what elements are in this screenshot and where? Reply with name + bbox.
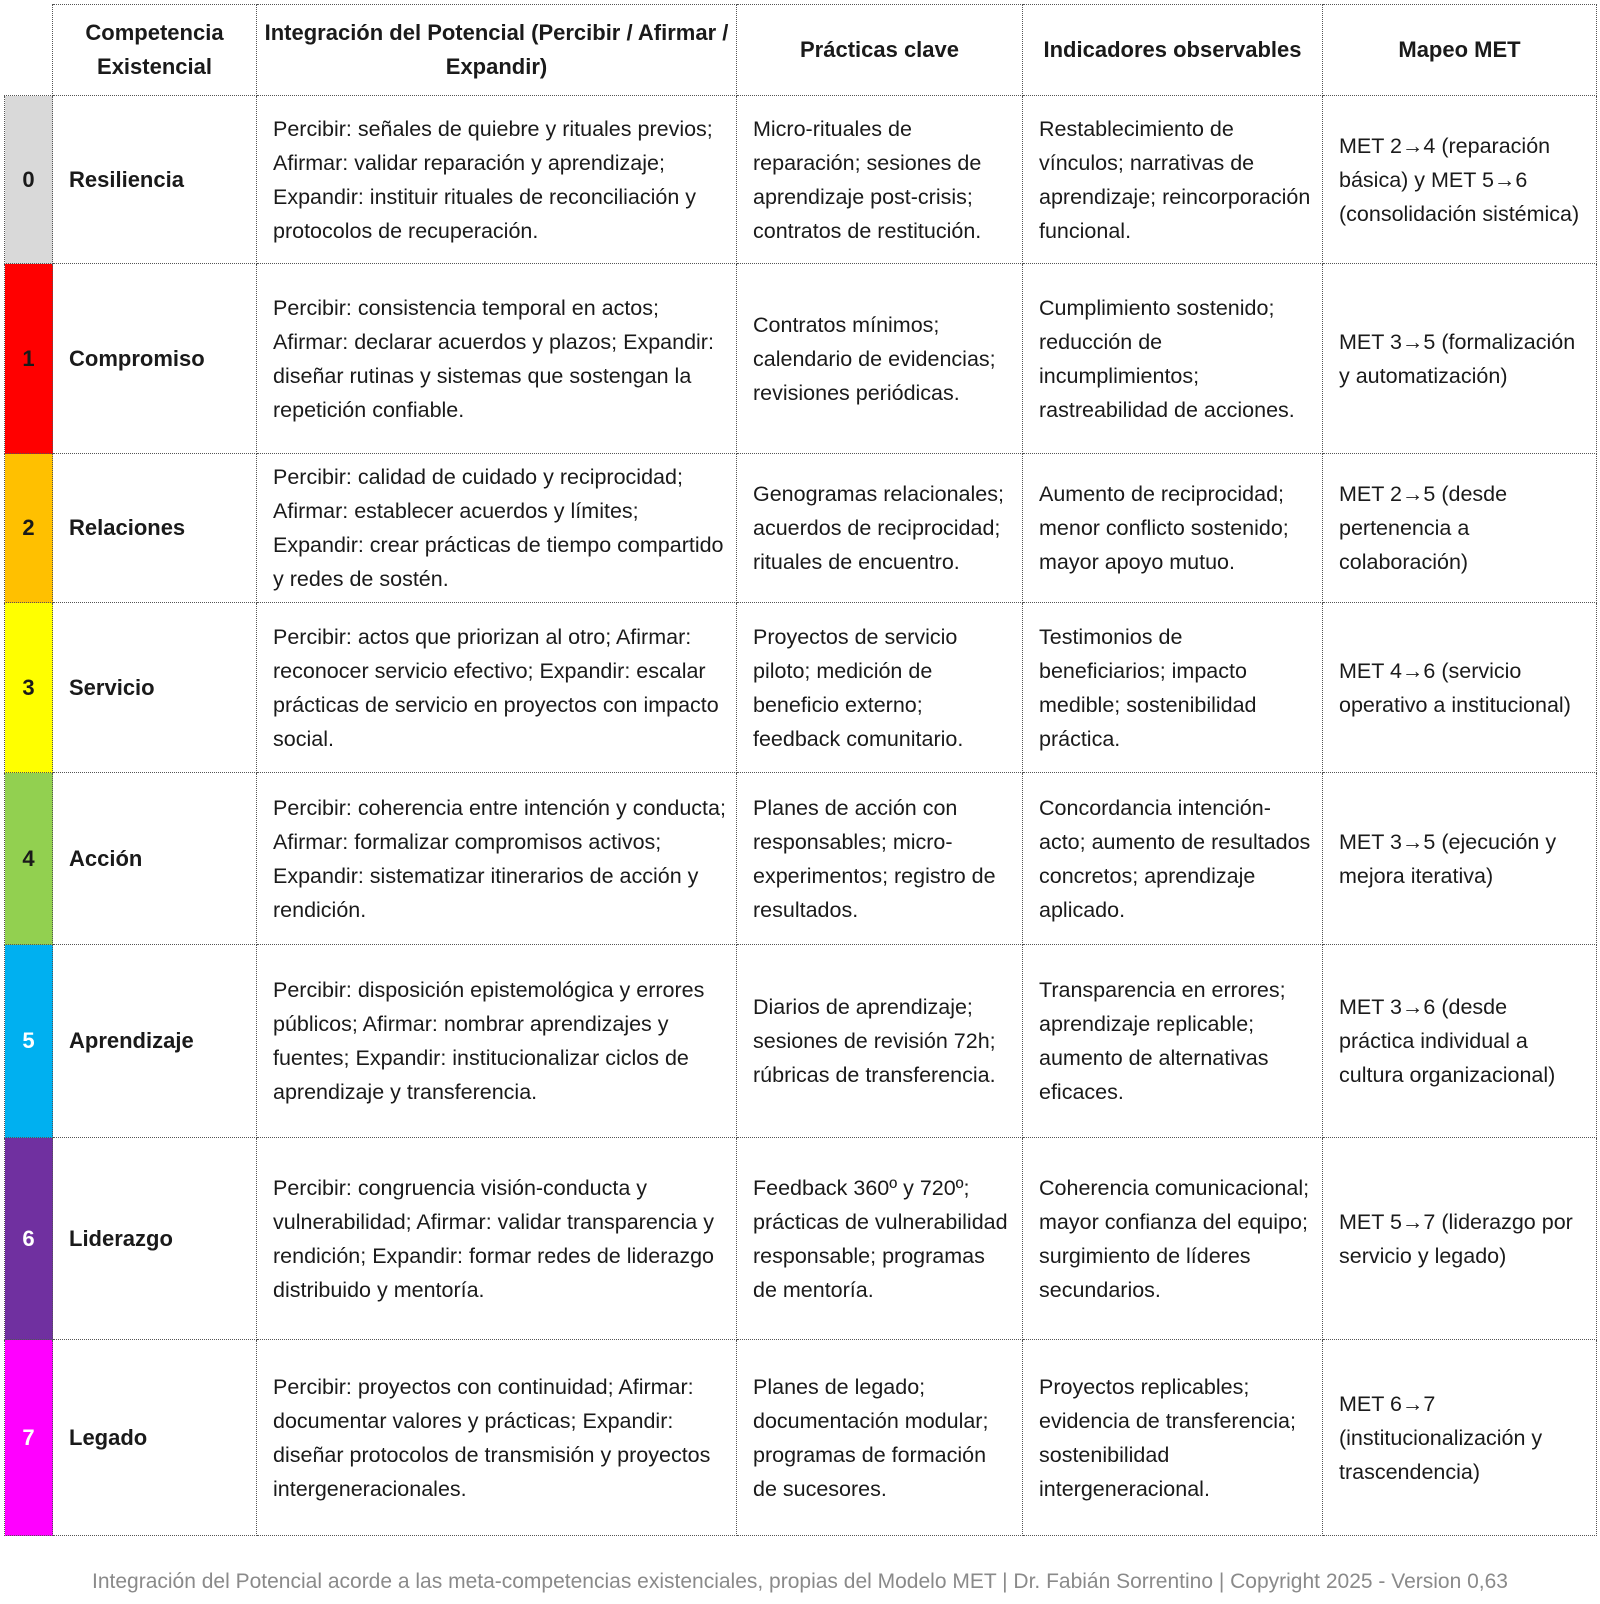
mapeo-cell: MET 4→6 (servicio operativo a institucional): [1323, 603, 1597, 773]
practicas-cell: Proyectos de servicio piloto; medición de beneficio externo; feedback comunitario.: [737, 603, 1023, 773]
indicadores-cell: Transparencia en errores; aprendizaje replicable; aumento de alternativas eficaces.: [1023, 945, 1323, 1138]
num-cell: 5: [5, 945, 53, 1138]
header-mapeo: Mapeo MET: [1323, 5, 1597, 96]
mapeo-cell: MET 6→7 (institucionalización y trascendencia): [1323, 1340, 1597, 1536]
integracion-cell: Percibir: coherencia entre intención y conducta; Afirmar: formalizar compromisos activos; Expandir: sistematizar itinerarios de acción y rendición.: [257, 773, 737, 945]
integracion-cell: Percibir: proyectos con continuidad; Afirmar: documentar valores y prácticas; Expandir: diseñar protocolos de transmisión y proyectos intergeneracionales.: [257, 1340, 737, 1536]
competencia-cell: Relaciones: [53, 454, 257, 603]
num-cell: 2: [5, 454, 53, 603]
competencia-cell: Servicio: [53, 603, 257, 773]
practicas-cell: Planes de acción con responsables; micro-experimentos; registro de resultados.: [737, 773, 1023, 945]
header-indicadores: Indicadores observables: [1023, 5, 1323, 96]
indicadores-cell: Proyectos replicables; evidencia de transferencia; sostenibilidad intergeneracional.: [1023, 1340, 1323, 1536]
table-row: [5, 1340, 1597, 1536]
integracion-cell: Percibir: congruencia visión-conducta y vulnerabilidad; Afirmar: validar transparencia y rendición; Expandir: formar redes de liderazgo distribuido y mentoría.: [257, 1138, 737, 1340]
table-row: [5, 1138, 1597, 1340]
header-competencia: Competencia Existencial: [53, 5, 257, 96]
competencia-cell: Legado: [53, 1340, 257, 1536]
competencia-cell: Liderazgo: [53, 1138, 257, 1340]
indicadores-cell: Cumplimiento sostenido; reducción de incumplimientos; rastreabilidad de acciones.: [1023, 264, 1323, 454]
practicas-cell: Contratos mínimos; calendario de evidencias; revisiones periódicas.: [737, 264, 1023, 454]
practicas-cell: Planes de legado; documentación modular; programas de formación de sucesores.: [737, 1340, 1023, 1536]
indicadores-cell: Aumento de reciprocidad; menor conflicto sostenido; mayor apoyo mutuo.: [1023, 454, 1323, 603]
table-row: [5, 773, 1597, 945]
header-integracion: Integración del Potencial (Percibir / Afirmar / Expandir): [257, 5, 737, 96]
indicadores-cell: Restablecimiento de vínculos; narrativas de aprendizaje; reincorporación funcional.: [1023, 96, 1323, 264]
practicas-cell: Diarios de aprendizaje; sesiones de revisión 72h; rúbricas de transferencia.: [737, 945, 1023, 1138]
num-cell: 3: [5, 603, 53, 773]
competencias-table: [4, 4, 1597, 1536]
num-cell: 1: [5, 264, 53, 454]
competencia-cell: Aprendizaje: [53, 945, 257, 1138]
table-row: [5, 96, 1597, 264]
indicadores-cell: Concordancia intención-acto; aumento de resultados concretos; aprendizaje aplicado.: [1023, 773, 1323, 945]
indicadores-cell: Coherencia comunicacional; mayor confianza del equipo; surgimiento de líderes secundarios.: [1023, 1138, 1323, 1340]
integracion-cell: Percibir: disposición epistemológica y errores públicos; Afirmar: nombrar aprendizajes y fuentes; Expandir: institucionalizar ciclos de aprendizaje y transferencia.: [257, 945, 737, 1138]
num-cell: 6: [5, 1138, 53, 1340]
table-row: [5, 454, 1597, 603]
footer-caption: Integración del Potencial acorde a las meta-competencias existenciales, propias del Modelo MET | Dr. Fabián Sorrentino | Copyright 2025 - Version 0,63: [92, 1570, 1508, 1593]
indicadores-cell: Testimonios de beneficiarios; impacto medible; sostenibilidad práctica.: [1023, 603, 1323, 773]
num-cell: 0: [5, 96, 53, 264]
table-row: [5, 264, 1597, 454]
num-cell: 7: [5, 1340, 53, 1536]
integracion-cell: Percibir: calidad de cuidado y reciprocidad; Afirmar: establecer acuerdos y límites; Expandir: crear prácticas de tiempo compartido y redes de sostén.: [257, 454, 737, 603]
mapeo-cell: MET 3→5 (ejecución y mejora iterativa): [1323, 773, 1597, 945]
practicas-cell: Micro-rituales de reparación; sesiones de aprendizaje post-crisis; contratos de restitución.: [737, 96, 1023, 264]
practicas-cell: Feedback 360º y 720º; prácticas de vulnerabilidad responsable; programas de mentoría.: [737, 1138, 1023, 1340]
header-row: [5, 5, 1597, 96]
mapeo-cell: MET 5→7 (liderazgo por servicio y legado): [1323, 1138, 1597, 1340]
table-row: [5, 945, 1597, 1138]
practicas-cell: Genogramas relacionales; acuerdos de reciprocidad; rituales de encuentro.: [737, 454, 1023, 603]
mapeo-cell: MET 3→5 (formalización y automatización): [1323, 264, 1597, 454]
header-blank: [5, 5, 53, 96]
mapeo-cell: MET 3→6 (desde práctica individual a cultura organizacional): [1323, 945, 1597, 1138]
table-row: [5, 603, 1597, 773]
mapeo-cell: MET 2→4 (reparación básica) y MET 5→6 (consolidación sistémica): [1323, 96, 1597, 264]
competencia-cell: Compromiso: [53, 264, 257, 454]
competencia-cell: Acción: [53, 773, 257, 945]
num-cell: 4: [5, 773, 53, 945]
integracion-cell: Percibir: señales de quiebre y rituales previos; Afirmar: validar reparación y aprendizaje; Expandir: instituir rituales de reconciliación y protocolos de recuperación.: [257, 96, 737, 264]
header-practicas: Prácticas clave: [737, 5, 1023, 96]
mapeo-cell: MET 2→5 (desde pertenencia a colaboración): [1323, 454, 1597, 603]
competencia-cell: Resiliencia: [53, 96, 257, 264]
integracion-cell: Percibir: consistencia temporal en actos; Afirmar: declarar acuerdos y plazos; Expandir: diseñar rutinas y sistemas que sostengan la repetición confiable.: [257, 264, 737, 454]
integracion-cell: Percibir: actos que priorizan al otro; Afirmar: reconocer servicio efectivo; Expandir: escalar prácticas de servicio en proyectos con impacto social.: [257, 603, 737, 773]
